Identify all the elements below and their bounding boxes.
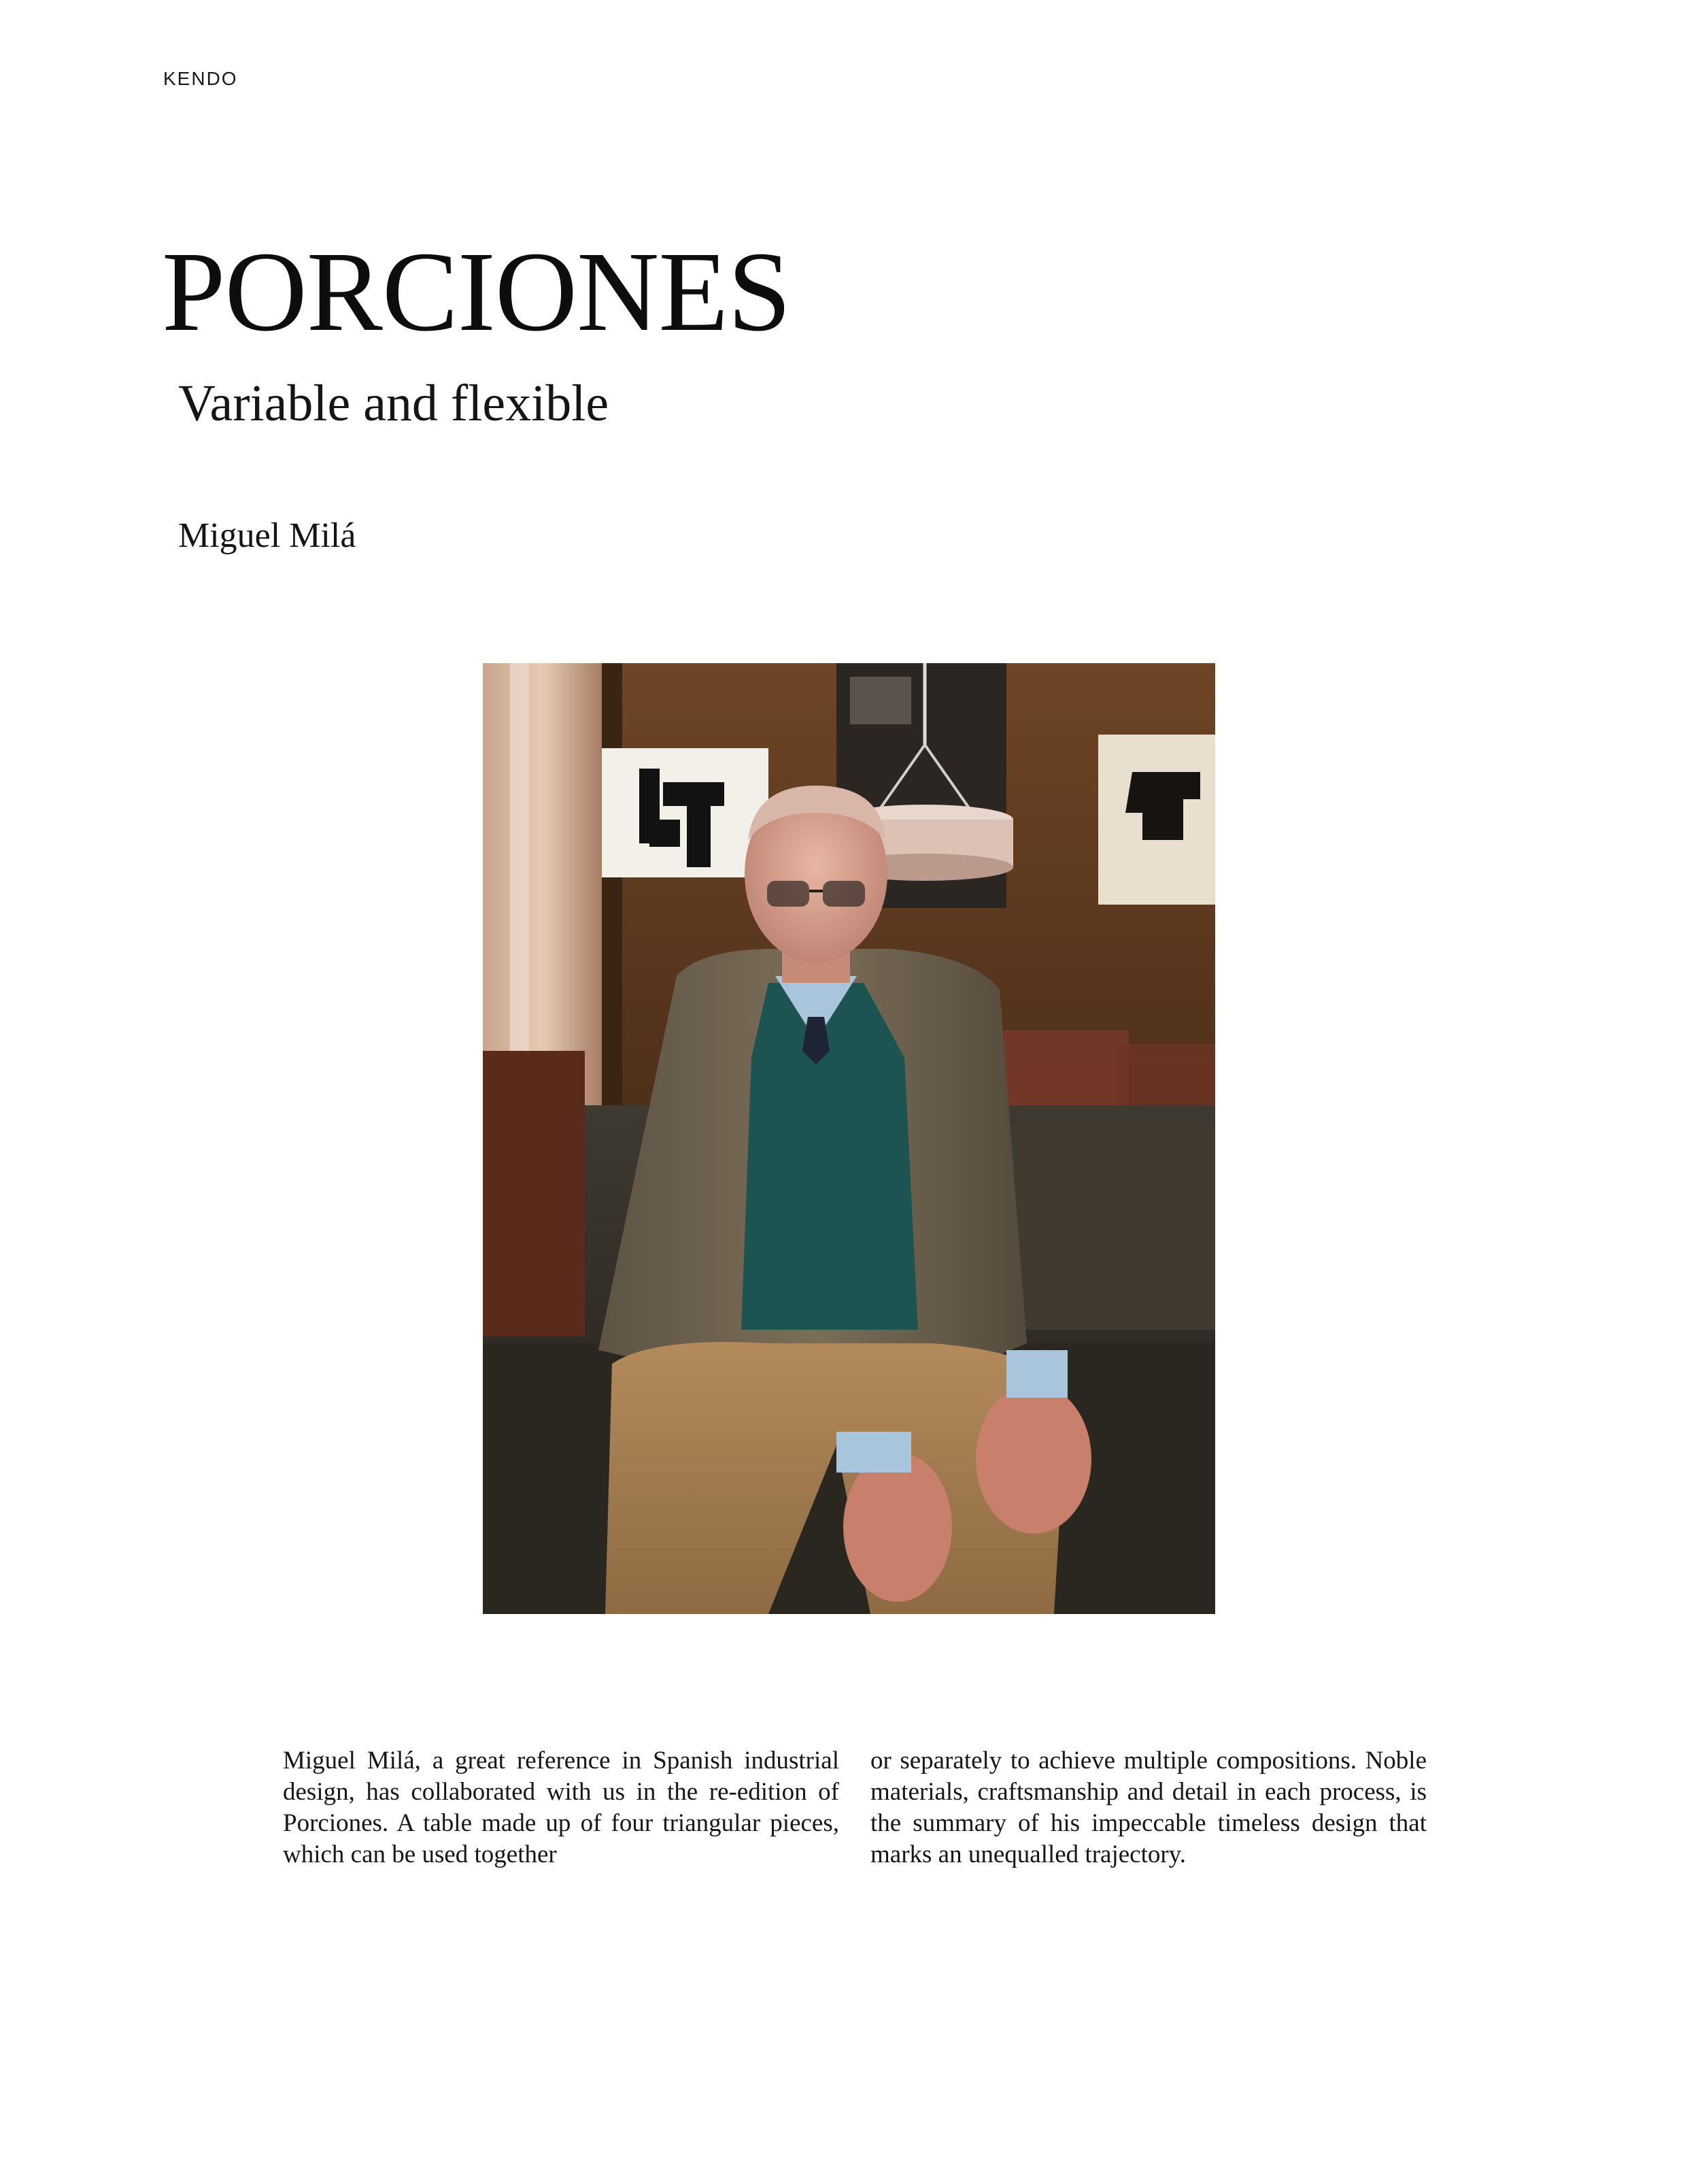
body-column-2: or separately to achieve multiple compositions. Noble materials, craftsmanship and detail in each process, is the summary of his impeccable timeless design that marks an unequalled trajectory. — [870, 1747, 1427, 1868]
portrait-illustration — [483, 663, 1215, 1614]
body-text — [283, 1745, 1427, 1870]
brand-name: KENDO — [163, 68, 238, 89]
designer-portrait-photo — [483, 663, 1215, 1614]
page-title: PORCIONES — [162, 229, 791, 355]
body-column-1: Miguel Milá, a great reference in Spanish industrial design, has collaborated with us in the re-edition of Porciones. A table made up of four triangular pieces, which can be used together — [283, 1747, 839, 1868]
designer-name: Miguel Milá — [178, 516, 356, 555]
page-subtitle: Variable and flexible — [178, 375, 609, 432]
